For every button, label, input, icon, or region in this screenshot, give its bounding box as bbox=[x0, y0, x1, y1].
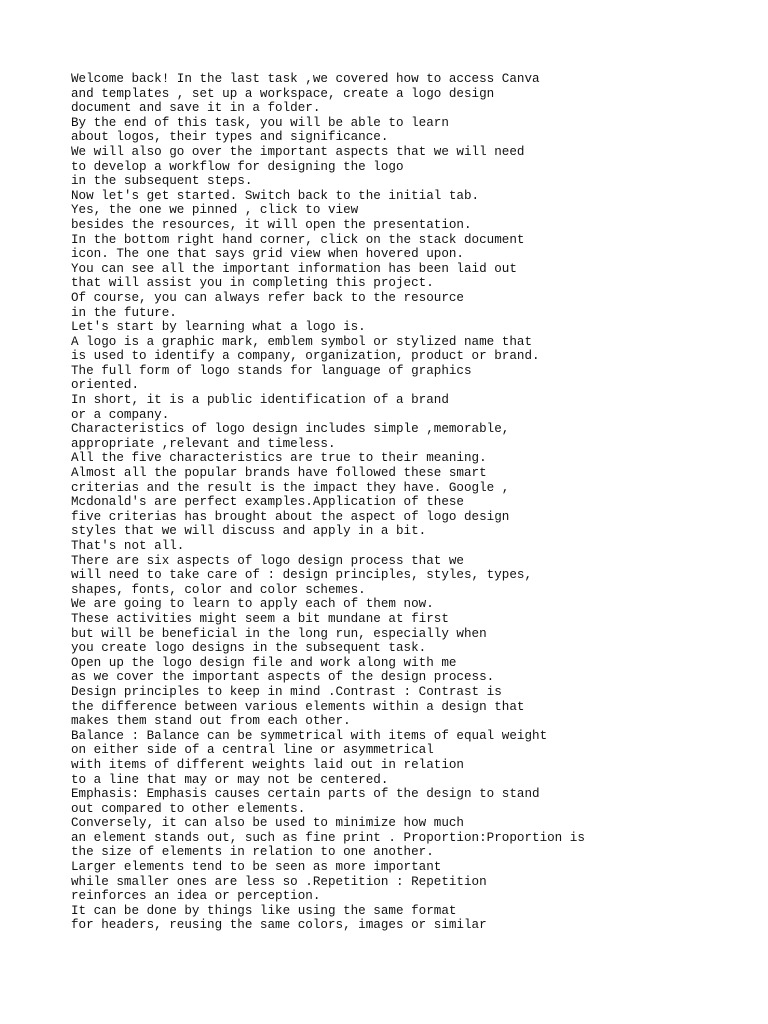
text-line: the difference between various elements within a design that bbox=[71, 699, 525, 714]
text-line: to a line that may or may not be centered. bbox=[71, 772, 389, 787]
text-line: A logo is a graphic mark, emblem symbol or stylized name that bbox=[71, 334, 533, 349]
text-line: Design principles to keep in mind .Contrast : Contrast is bbox=[71, 684, 502, 699]
text-line: Almost all the popular brands have followed these smart bbox=[71, 466, 487, 481]
text-line: as we cover the important aspects of the design process. bbox=[71, 670, 495, 685]
text-line: makes them stand out from each other. bbox=[71, 714, 351, 729]
text-line: In the bottom right hand corner, click on the stack document bbox=[71, 232, 525, 247]
text-line: Now let's get started. Switch back to the initial tab. bbox=[71, 188, 480, 203]
text-line: We are going to learn to apply each of them now. bbox=[71, 597, 434, 612]
text-line: is used to identify a company, organization, product or brand. bbox=[71, 349, 540, 364]
text-line: an element stands out, such as fine print . Proportion:Proportion is bbox=[71, 830, 585, 845]
text-line: shapes, fonts, color and color schemes. bbox=[71, 582, 366, 597]
text-line: icon. The one that says grid view when hovered upon. bbox=[71, 247, 464, 262]
document-page bbox=[71, 72, 711, 933]
text-line: besides the resources, it will open the presentation. bbox=[71, 217, 472, 232]
text-line: Balance : Balance can be symmetrical with items of equal weight bbox=[71, 728, 548, 743]
text-line: Characteristics of logo design includes simple ,memorable, bbox=[71, 422, 510, 437]
text-line: on either side of a central line or asymmetrical bbox=[71, 743, 434, 758]
text-line: or a company. bbox=[71, 407, 170, 422]
text-line: about logos, their types and significance. bbox=[71, 130, 389, 145]
text-line: These activities might seem a bit mundane at first bbox=[71, 611, 449, 626]
text-line: Larger elements tend to be seen as more important bbox=[71, 860, 442, 875]
text-line: styles that we will discuss and apply in a bit. bbox=[71, 524, 427, 539]
text-line: All the five characteristics are true to their meaning. bbox=[71, 451, 487, 466]
text-line: out compared to other elements. bbox=[71, 801, 306, 816]
text-line: criterias and the result is the impact they have. Google , bbox=[71, 480, 510, 495]
text-line: you create logo designs in the subsequent task. bbox=[71, 641, 427, 656]
text-line: Welcome back! In the last task ,we covered how to access Canva bbox=[71, 72, 540, 86]
text-line: appropriate ,relevant and timeless. bbox=[71, 436, 336, 451]
text-line: Let's start by learning what a logo is. bbox=[71, 320, 366, 335]
text-line: with items of different weights laid out in relation bbox=[71, 757, 464, 772]
text-line: We will also go over the important aspects that we will need bbox=[71, 144, 525, 159]
text-line: Conversely, it can also be used to minimize how much bbox=[71, 816, 464, 831]
text-line: will need to take care of : design principles, styles, types, bbox=[71, 568, 533, 583]
text-line: You can see all the important information has been laid out bbox=[71, 261, 517, 276]
text-line: oriented. bbox=[71, 378, 140, 393]
text-line: and templates , set up a workspace, create a logo design bbox=[71, 86, 495, 101]
text-line: There are six aspects of logo design process that we bbox=[71, 553, 464, 568]
text-line: in the future. bbox=[71, 305, 177, 320]
text-line: The full form of logo stands for language of graphics bbox=[71, 363, 472, 378]
text-line: while smaller ones are less so .Repetition : Repetition bbox=[71, 874, 487, 889]
text-line: Open up the logo design file and work along with me bbox=[71, 655, 457, 670]
text-line: By the end of this task, you will be able to learn bbox=[71, 115, 449, 130]
text-line: for headers, reusing the same colors, images or similar bbox=[71, 918, 487, 933]
text-line: document and save it in a folder. bbox=[71, 101, 321, 116]
text-line: In short, it is a public identification of a brand bbox=[71, 393, 449, 408]
text-line: in the subsequent steps. bbox=[71, 174, 253, 189]
text-line: Emphasis: Emphasis causes certain parts of the design to stand bbox=[71, 787, 540, 802]
text-line: It can be done by things like using the same format bbox=[71, 903, 457, 918]
text-line: the size of elements in relation to one another. bbox=[71, 845, 434, 860]
text-line: that will assist you in completing this project. bbox=[71, 276, 434, 291]
text-line: five criterias has brought about the aspect of logo design bbox=[71, 509, 510, 524]
text-line: but will be beneficial in the long run, especially when bbox=[71, 626, 487, 641]
text-line: Yes, the one we pinned , click to view bbox=[71, 203, 359, 218]
text-line: to develop a workflow for designing the logo bbox=[71, 159, 404, 174]
text-line: Of course, you can always refer back to the resource bbox=[71, 290, 464, 305]
text-line: reinforces an idea or perception. bbox=[71, 889, 321, 904]
text-line: That's not all. bbox=[71, 539, 185, 553]
text-line: Mcdonald's are perfect examples.Application of these bbox=[71, 495, 464, 510]
